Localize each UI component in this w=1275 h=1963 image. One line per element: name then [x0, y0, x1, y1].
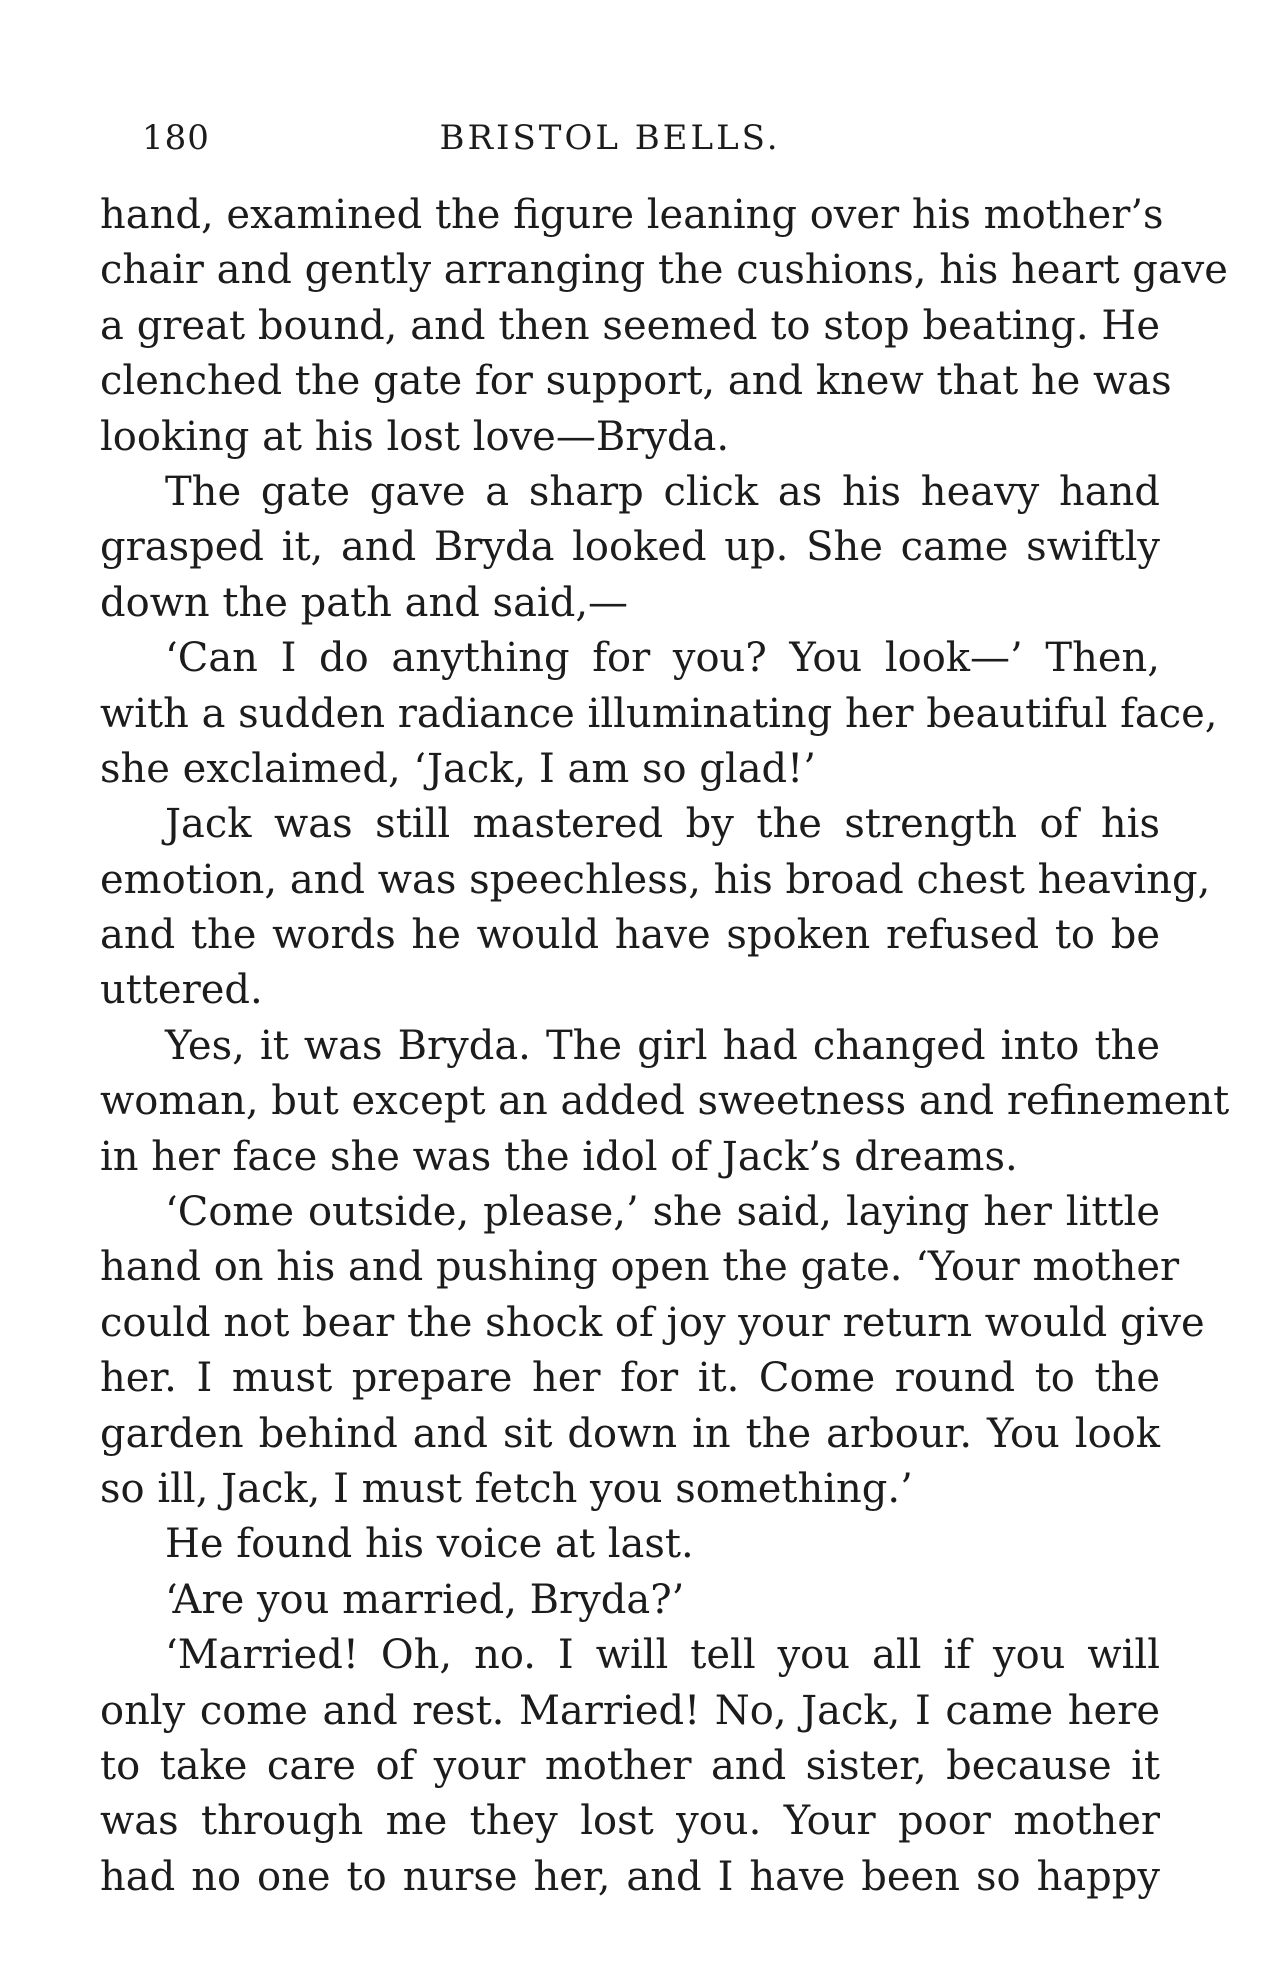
- text-line: ‘Can I do anything for you? You look—’ Then,: [165, 635, 1160, 682]
- text-line: with a sudden radiance illuminating her beautiful face,: [100, 690, 1218, 737]
- text-line: ‘Come outside, please,’ she said, laying her little: [165, 1189, 1160, 1236]
- text-line: hand, examined the figure leaning over his mother’s: [100, 192, 1164, 238]
- text-line: ‘Married! Oh, no. I will tell you all if you will: [165, 1632, 1160, 1679]
- text-line: and the words he would have spoken refused to be: [100, 912, 1160, 959]
- text-line: emotion, and was speechless, his broad chest heaving,: [100, 856, 1211, 903]
- text-line: to take care of your mother and sister, because it: [100, 1742, 1160, 1789]
- text-line: He found his voice at last.: [165, 1521, 694, 1568]
- body-text: [100, 188, 1230, 1905]
- text-line: was through me they lost you. Your poor mother: [100, 1798, 1160, 1845]
- text-line: Yes, it was Bryda. The girl had changed into the: [165, 1022, 1160, 1069]
- text-line: only come and rest. Married! No, Jack, I came here: [100, 1687, 1160, 1734]
- text-line: in her face she was the idol of Jack’s dreams.: [100, 1133, 1018, 1180]
- text-line: she exclaimed, ‘Jack, I am so glad!’: [100, 745, 816, 792]
- text-line: her. I must prepare her for it. Come round to the: [100, 1355, 1160, 1402]
- text-line: Jack was still mastered by the strength of his: [165, 801, 1160, 848]
- text-line: grasped it, and Bryda looked up. She came swiftly: [100, 524, 1160, 571]
- text-line: ‘Are you married, Bryda?’: [165, 1576, 685, 1623]
- text-line: chair and gently arranging the cushions, his heart gave: [100, 247, 1228, 294]
- text-line: clenched the gate for support, and knew that he was: [100, 358, 1172, 405]
- running-title: BRISTOL BELLS.: [439, 118, 781, 158]
- text-line: garden behind and sit down in the arbour. You look: [100, 1410, 1160, 1457]
- text-line: looking at his lost love—Bryda.: [100, 413, 730, 460]
- text-line: had no one to nurse her, and I have been so happy: [100, 1853, 1160, 1900]
- text-line: uttered.: [100, 967, 263, 1014]
- text-line: a great bound, and then seemed to stop beating. He: [100, 302, 1160, 349]
- text-line: woman, but except an added sweetness and refinement: [100, 1078, 1230, 1125]
- text-line: hand on his and pushing open the gate. ‘Your mother: [100, 1244, 1180, 1291]
- page-number: 180: [142, 118, 210, 158]
- text-line: down the path and said,—: [100, 579, 629, 626]
- text-line: The gate gave a sharp click as his heavy hand: [165, 468, 1160, 515]
- text-line: could not bear the shock of joy your return would give: [100, 1299, 1205, 1346]
- text-line: so ill, Jack, I must fetch you something.’: [100, 1465, 913, 1512]
- running-head: [100, 112, 1220, 172]
